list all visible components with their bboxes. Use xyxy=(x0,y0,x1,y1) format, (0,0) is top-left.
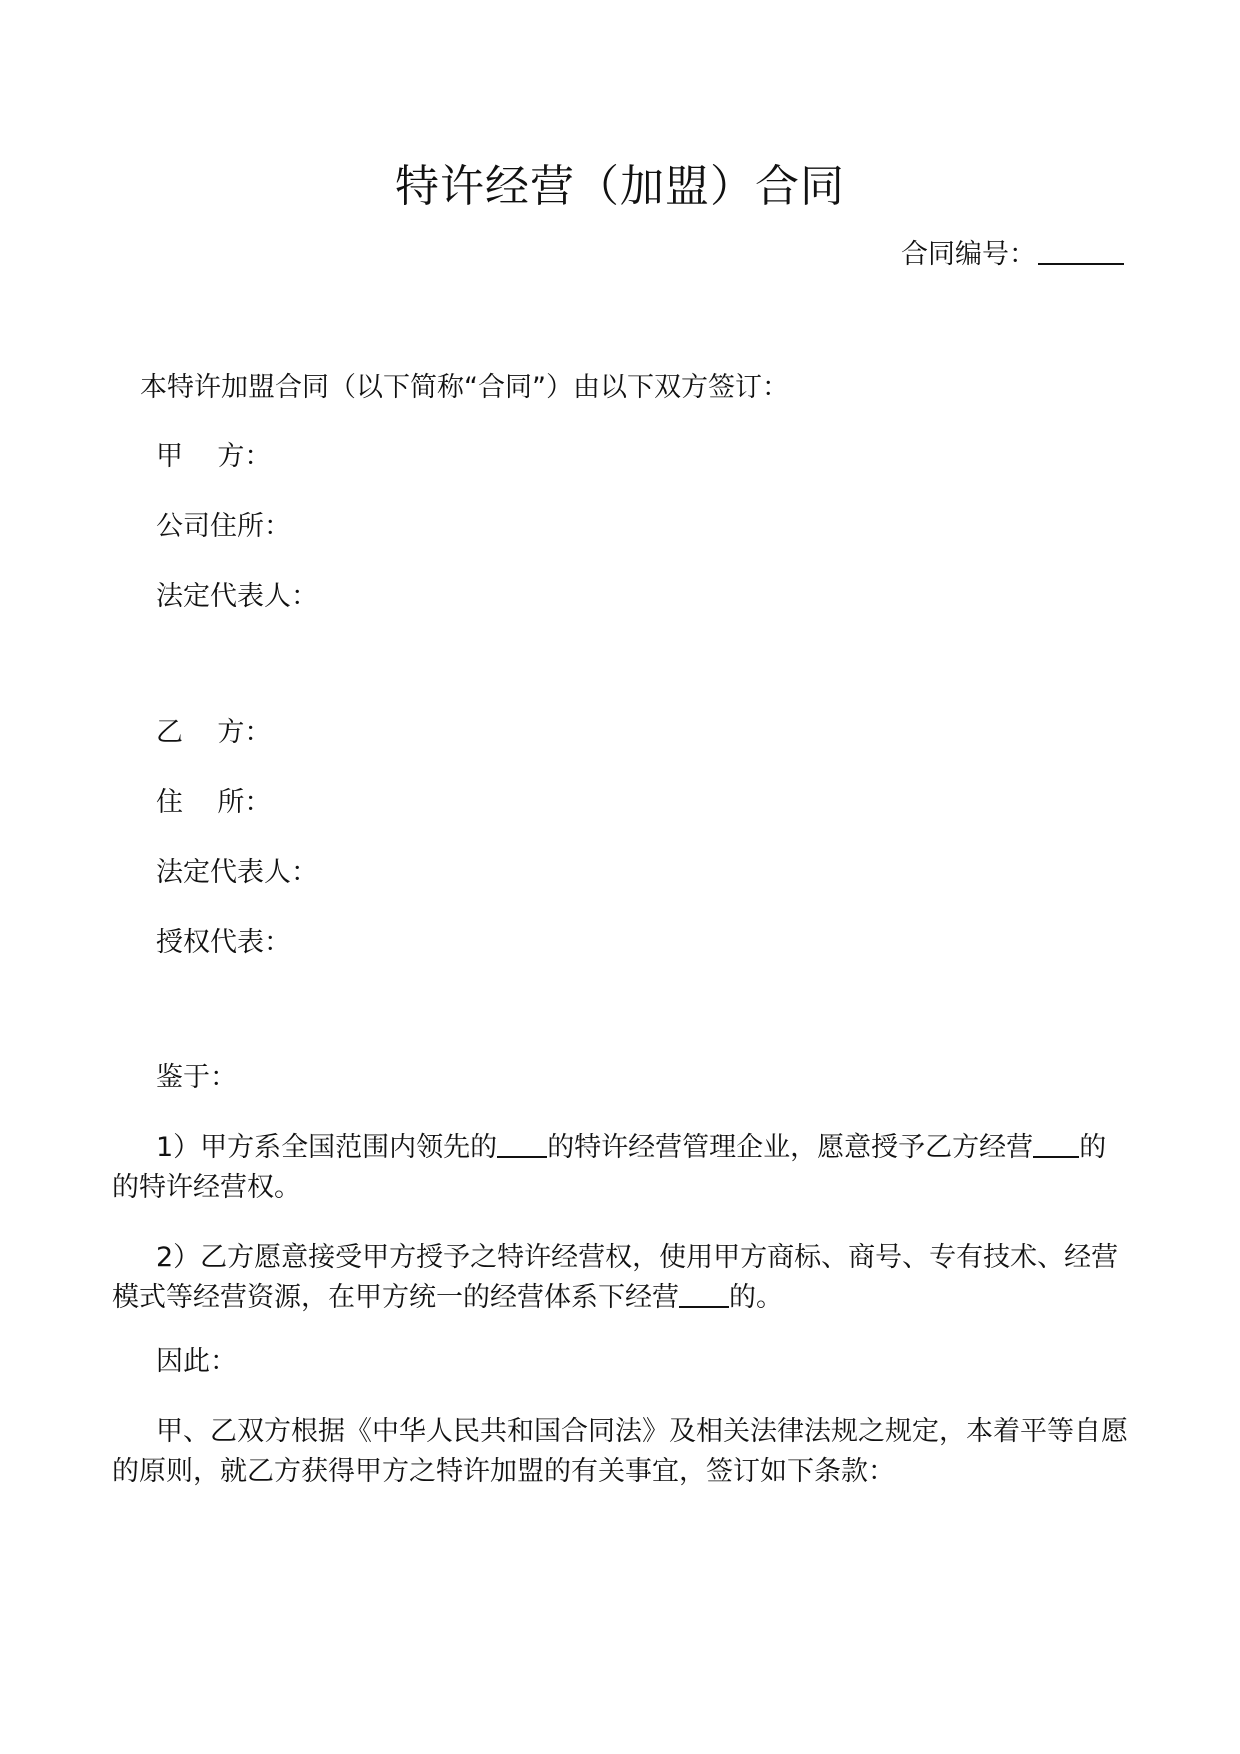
clause-2-blank xyxy=(679,1280,729,1308)
page-title: 特许经营（加盟）合同 xyxy=(395,161,845,212)
party-b-address-label: 住 所： xyxy=(156,787,272,818)
clause-1-text-c: 的的特许经营权。 xyxy=(112,1132,1107,1203)
clause-1-blank-2 xyxy=(1033,1130,1065,1158)
party-a-name-label: 甲 方： xyxy=(156,441,272,472)
clause-1-blank-3 xyxy=(1065,1130,1079,1158)
clause-1-text-a: 1）甲方系全国范围内领先的 xyxy=(156,1132,498,1163)
party-b-legal-rep-label: 法定代表人： xyxy=(156,857,318,888)
contract-number xyxy=(901,232,1124,271)
party-a-address-label: 公司住所： xyxy=(156,511,291,542)
contract-number-label: 合同编号： xyxy=(901,239,1036,270)
contract-number-blank xyxy=(1038,237,1124,265)
closing-paragraph: 甲、乙双方根据《中华人民共和国合同法》及相关法律法规之规定，本着平等自愿的原则，就乙方获得甲方之特许加盟的有关事宜，签订如下条款： xyxy=(112,1416,1128,1487)
clause-1-text-b: 的特许经营管理企业，愿意授予乙方经营 xyxy=(547,1132,1034,1163)
party-b-name-label: 乙 方： xyxy=(156,717,272,748)
clause-2 xyxy=(112,1238,1132,1318)
whereas-label: 鉴于： xyxy=(156,1062,237,1093)
clause-1 xyxy=(112,1128,1132,1208)
clause-2-text-a: 2）乙方愿意接受甲方授予之特许经营权，使用甲方商标、商号、专有技术、经营模式等经营资源，在甲方统一的经营体系下经营 xyxy=(112,1242,1119,1313)
party-a-legal-rep-label: 法定代表人： xyxy=(156,581,318,612)
therefore-label: 因此： xyxy=(156,1346,237,1377)
party-b-authorized-rep-label: 授权代表： xyxy=(156,927,291,958)
clause-2-text-b: 的。 xyxy=(729,1282,783,1313)
clause-1-blank-1 xyxy=(497,1130,547,1158)
intro-paragraph: 本特许加盟合同（以下简称“合同”）由以下双方签订： xyxy=(140,372,789,403)
